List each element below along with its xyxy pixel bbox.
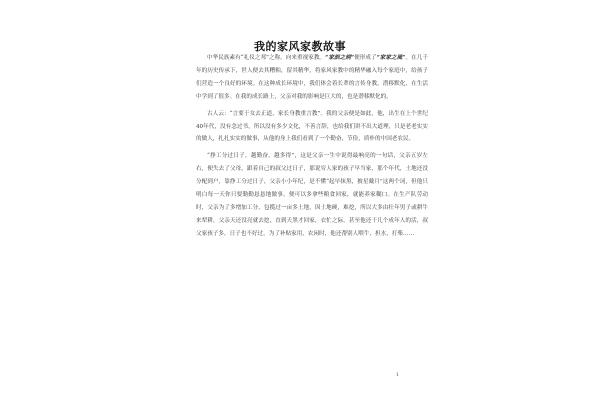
paragraph-3	[196, 150, 428, 240]
paragraph-1	[196, 52, 428, 104]
paragraph-1-emphasis-2: “家家之風”	[376, 55, 406, 61]
paragraph-3-text: “挣工分过日子，越勤奋，越多得”，这是父亲一生中说得最响亮的一句话，父亲五岁左右，便失去了父母，跟着自己的叔父过日子，那说穷人家的孩子早当家，那个年代，土地还没分配到户，靠挣工分过日子，父亲小小年纪，是不懂“起早抹黑，披星戴月”这两个词，但他只明白每一天你只要勤勤恳恳地做事，便可以多拿些粮食回家，就能养家糊口。在生产队劳动时，父亲为了多增加工分，包揽过一亩多土地，因土地硬，难挖，所以大多由壮年男子或耕牛来犁耕，父亲天还没亮就去挖，直到天黑才回家，衣忙之际，甚至他还干几个成年人的活，叔父家孩子多，日子也不好过，为了补贴家用，农闲时，他还帮别人喂牛，担水，打柴……	[196, 153, 428, 237]
paragraph-1-emphasis-1: “家訓之詞”	[325, 55, 355, 61]
paragraph-2-text: 古人云：“言要于女去正道，家长身教重言教”。我的父亲便是如此，他，出生在上个世纪40年代，没有念过书，所以没有多少文化，不善言辞，也给我们讲不出大道理，只是老老实实的做人，扎扎实实的做事，从他的身上我们看到了一个勤奋，节俭，质朴的中国老农民。	[196, 110, 428, 143]
paragraph-1-text-2: 便形成了	[354, 55, 377, 61]
page-number: 1	[396, 372, 400, 378]
paragraph-2	[196, 108, 428, 147]
document-body	[196, 52, 428, 245]
document-title: 我的家风家教故事	[254, 40, 346, 53]
paragraph-1-text-3: 。在几千年的历史传承下，世人便去其糟粕，留其精华，将家风家教中的精华融入每个家庭中，给孩子们营造一个良好的环境。在这种成长环境中，我们体会着长辈的言传身教，潜移默化，在生活中学到了很多。在我的成长路上，父亲对我的影响是巨大的，也是潜移默化的。	[196, 55, 428, 100]
paragraph-1-text-1: 中华民族素有“礼仪之邦”之称，向来重视家教。	[207, 55, 326, 61]
